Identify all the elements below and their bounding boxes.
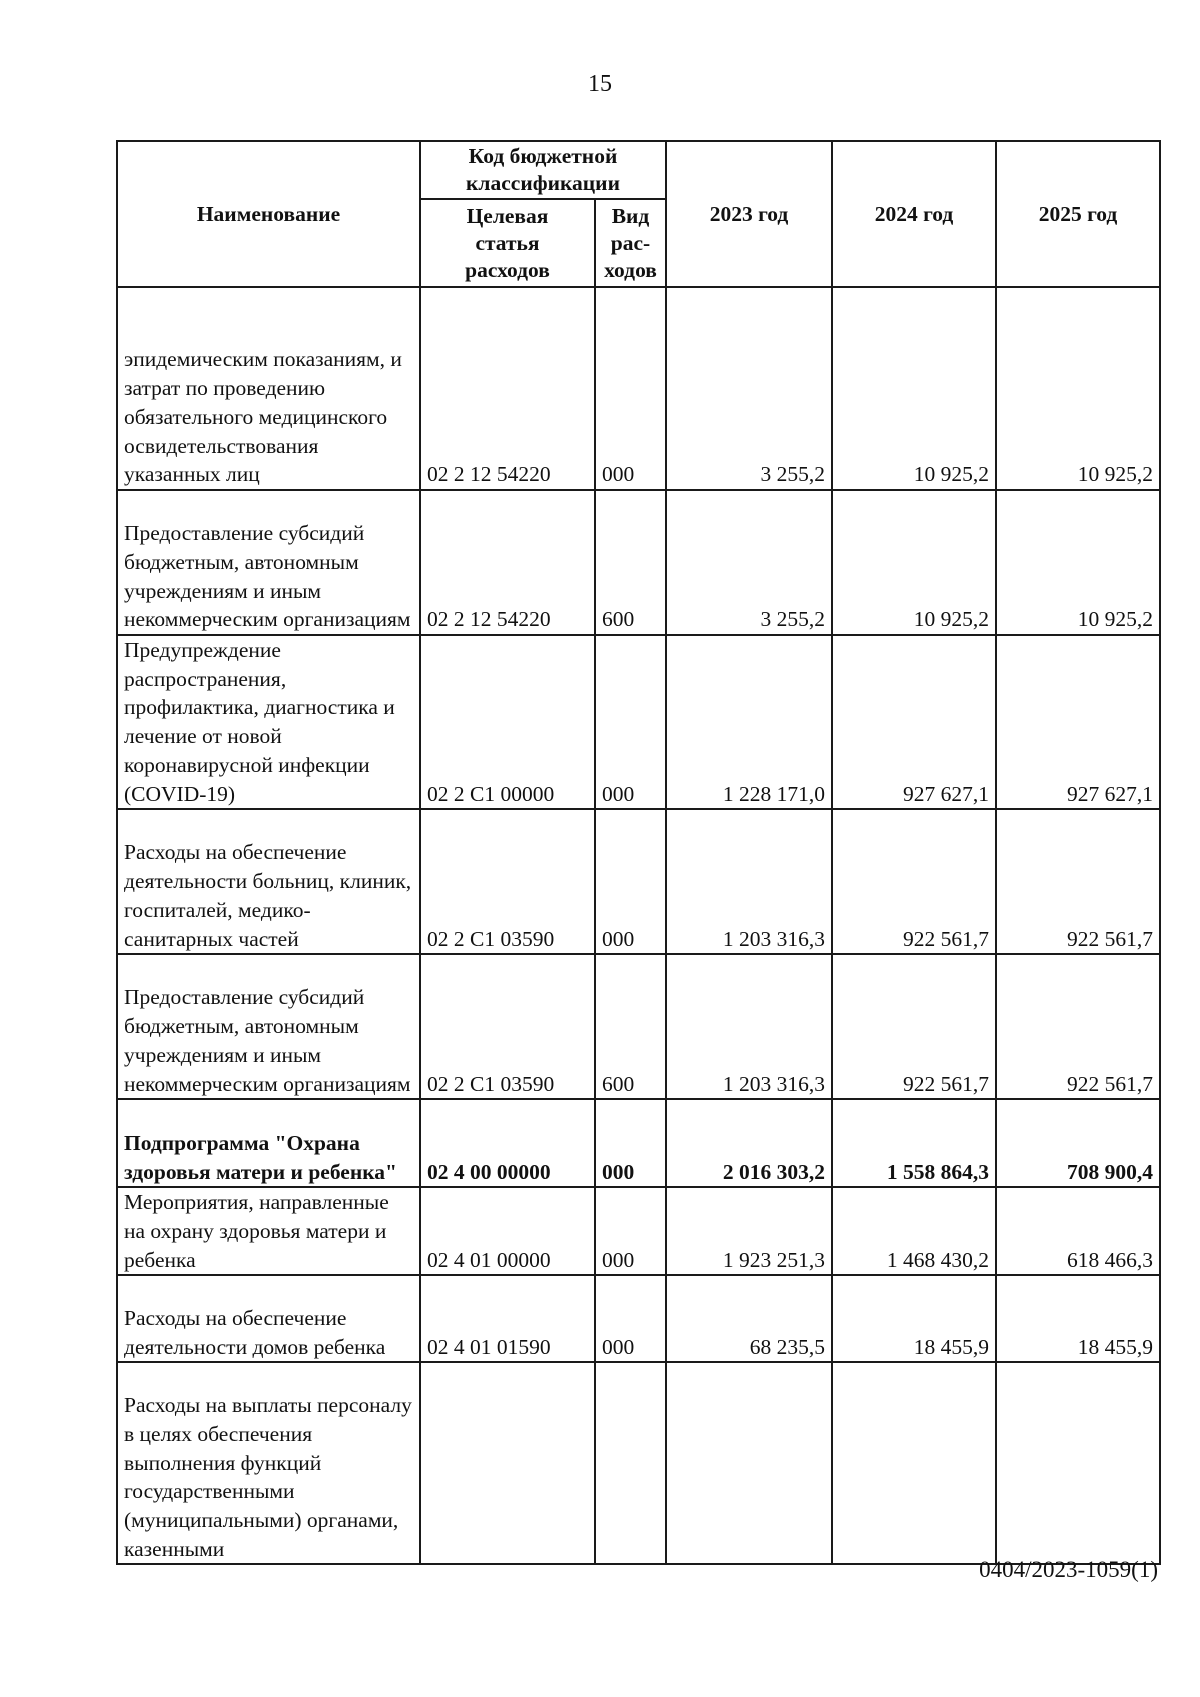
- row-value-2024: 922 561,7: [832, 954, 996, 1099]
- header-kind: Вид рас-ходов: [595, 199, 666, 287]
- table-row: [117, 1362, 1160, 1564]
- row-target-code: 02 2 12 54220: [420, 287, 595, 490]
- table-row: [117, 809, 1160, 954]
- row-value-2023: 2 016 303,2: [666, 1099, 832, 1187]
- row-kind-code: 000: [595, 1275, 666, 1362]
- row-value-2024: 10 925,2: [832, 287, 996, 490]
- row-value-2023: 1 203 316,3: [666, 809, 832, 954]
- table-row-subprogram: [117, 1099, 1160, 1187]
- row-value-2024: [832, 1362, 996, 1564]
- row-name: эпидемическим показаниям, и затрат по проведению обязательного медицинского освидетельствования указанных лиц: [117, 287, 420, 490]
- header-2025: 2025 год: [996, 141, 1160, 287]
- row-value-2025: 922 561,7: [996, 954, 1160, 1099]
- row-name: Расходы на выплаты персоналу в целях обеспечения выполнения функций государственными (муниципальными) органами, казенными: [117, 1362, 420, 1564]
- row-target-code: 02 2 С1 03590: [420, 809, 595, 954]
- table-row: [117, 1275, 1160, 1362]
- row-value-2023: 1 923 251,3: [666, 1187, 832, 1275]
- row-value-2024: 18 455,9: [832, 1275, 996, 1362]
- row-value-2025: 708 900,4: [996, 1099, 1160, 1187]
- header-2024: 2024 год: [832, 141, 996, 287]
- header-row-top: [117, 141, 1160, 199]
- row-value-2023: [666, 1362, 832, 1564]
- table-row: [117, 635, 1160, 809]
- row-value-2025: 618 466,3: [996, 1187, 1160, 1275]
- row-kind-code: 000: [595, 635, 666, 809]
- header-name: Наименование: [117, 141, 420, 287]
- table-row: [117, 490, 1160, 635]
- row-kind-code: 000: [595, 1099, 666, 1187]
- document-code: 0404/2023-1059(1): [979, 1557, 1158, 1582]
- budget-table: [116, 140, 1161, 1565]
- page-number: 15: [588, 71, 612, 97]
- row-name: Расходы на обеспечение деятельности больниц, клиник, госпиталей, медико-санитарных частей: [117, 809, 420, 954]
- row-target-code: 02 4 01 00000: [420, 1187, 595, 1275]
- row-value-2024: 1 558 864,3: [832, 1099, 996, 1187]
- row-value-2023: 3 255,2: [666, 287, 832, 490]
- row-kind-code: 000: [595, 1187, 666, 1275]
- header-2023: 2023 год: [666, 141, 832, 287]
- table-row: [117, 954, 1160, 1099]
- row-name: Предоставление субсидий бюджетным, автономным учреждениям и иным некоммерческим организациям: [117, 490, 420, 635]
- row-kind-code: 000: [595, 809, 666, 954]
- row-kind-code: 600: [595, 490, 666, 635]
- row-value-2025: 10 925,2: [996, 287, 1160, 490]
- table-row: [117, 287, 1160, 490]
- row-value-2024: 927 627,1: [832, 635, 996, 809]
- row-name: Подпрограмма "Охрана здоровья матери и ребенка": [117, 1099, 420, 1187]
- row-value-2023: 1 228 171,0: [666, 635, 832, 809]
- row-target-code: 02 4 01 01590: [420, 1275, 595, 1362]
- row-value-2025: 18 455,9: [996, 1275, 1160, 1362]
- row-name: Расходы на обеспечение деятельности домов ребенка: [117, 1275, 420, 1362]
- row-value-2025: [996, 1362, 1160, 1564]
- row-target-code: 02 2 С1 03590: [420, 954, 595, 1099]
- table-row: [117, 1187, 1160, 1275]
- row-value-2024: 1 468 430,2: [832, 1187, 996, 1275]
- row-value-2023: 3 255,2: [666, 490, 832, 635]
- row-value-2023: 68 235,5: [666, 1275, 832, 1362]
- row-value-2024: 10 925,2: [832, 490, 996, 635]
- header-target: Целевая статья расходов: [420, 199, 595, 287]
- row-value-2023: 1 203 316,3: [666, 954, 832, 1099]
- row-kind-code: 000: [595, 287, 666, 490]
- row-value-2025: 10 925,2: [996, 490, 1160, 635]
- row-kind-code: [595, 1362, 666, 1564]
- row-name: Предоставление субсидий бюджетным, автономным учреждениям и иным некоммерческим организациям: [117, 954, 420, 1099]
- header-code-group: Код бюджетной классификации: [420, 141, 666, 199]
- row-name: Мероприятия, направленные на охрану здоровья матери и ребенка: [117, 1187, 420, 1275]
- row-value-2024: 922 561,7: [832, 809, 996, 954]
- row-value-2025: 927 627,1: [996, 635, 1160, 809]
- row-kind-code: 600: [595, 954, 666, 1099]
- row-value-2025: 922 561,7: [996, 809, 1160, 954]
- row-target-code: 02 2 12 54220: [420, 490, 595, 635]
- row-target-code: [420, 1362, 595, 1564]
- row-target-code: 02 2 С1 00000: [420, 635, 595, 809]
- row-name: Предупреждение распространения, профилактика, диагностика и лечение от новой коронавирусной инфекции (COVID-19): [117, 635, 420, 809]
- row-target-code: 02 4 00 00000: [420, 1099, 595, 1187]
